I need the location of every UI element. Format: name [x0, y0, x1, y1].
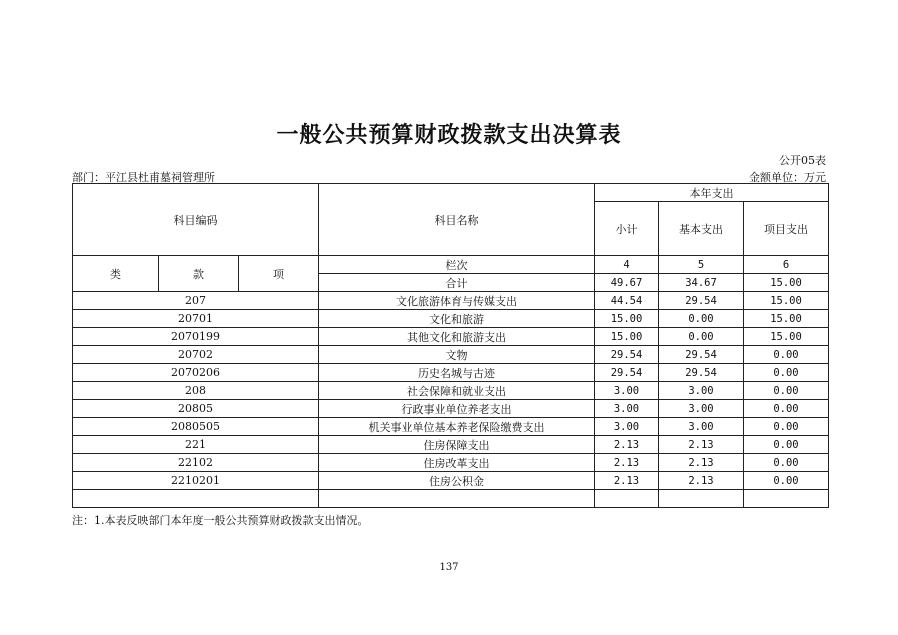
subject-code-cell: 221 — [73, 436, 319, 454]
header-row-1 — [73, 184, 829, 202]
project-cell: 0.00 — [744, 346, 829, 364]
table-row — [73, 436, 829, 454]
subject-code-cell: 2210201 — [73, 472, 319, 490]
header-subtotal: 小计 — [595, 202, 659, 256]
table-row — [73, 472, 829, 490]
subtotal-cell: 2.13 — [595, 472, 659, 490]
subject-name-cell: 历史名城与古迹 — [319, 364, 595, 382]
basic-cell: 3.00 — [659, 418, 744, 436]
total-label: 合计 — [319, 274, 595, 292]
table-row — [73, 382, 829, 400]
project-cell: 15.00 — [744, 292, 829, 310]
subtotal-cell: 15.00 — [595, 310, 659, 328]
table-row — [73, 364, 829, 382]
blank-cell — [744, 490, 829, 508]
budget-table — [72, 183, 829, 508]
header-project: 项目支出 — [744, 202, 829, 256]
subtotal-cell: 2.13 — [595, 454, 659, 472]
subject-code-cell: 207 — [73, 292, 319, 310]
subject-code-cell: 208 — [73, 382, 319, 400]
amount-unit-label: 金额单位：万元 — [749, 171, 826, 184]
basic-cell: 0.00 — [659, 328, 744, 346]
project-cell: 0.00 — [744, 472, 829, 490]
table-row — [73, 328, 829, 346]
subject-code-cell: 20702 — [73, 346, 319, 364]
project-cell: 0.00 — [744, 364, 829, 382]
header-subject-name: 科目名称 — [319, 184, 595, 256]
basic-cell: 2.13 — [659, 436, 744, 454]
subject-name-cell: 文化和旅游 — [319, 310, 595, 328]
basic-cell: 29.54 — [659, 346, 744, 364]
subject-name-cell: 行政事业单位养老支出 — [319, 400, 595, 418]
basic-cell: 3.00 — [659, 400, 744, 418]
header-column-seq: 栏次 — [319, 256, 595, 274]
subject-name-cell: 住房公积金 — [319, 472, 595, 490]
subject-name-cell: 社会保障和就业支出 — [319, 382, 595, 400]
footnote: 注：1.本表反映部门本年度一般公共预算财政拨款支出情况。 — [72, 514, 369, 527]
total-project: 15.00 — [744, 274, 829, 292]
header-basic: 基本支出 — [659, 202, 744, 256]
project-cell: 0.00 — [744, 436, 829, 454]
subject-name-cell: 机关事业单位基本养老保险缴费支出 — [319, 418, 595, 436]
department-label: 部门：平江县杜甫墓祠管理所 — [72, 171, 215, 184]
basic-cell: 3.00 — [659, 382, 744, 400]
subject-code-cell: 20701 — [73, 310, 319, 328]
subject-code-cell: 20805 — [73, 400, 319, 418]
subtotal-cell: 3.00 — [595, 400, 659, 418]
subject-name-cell: 文物 — [319, 346, 595, 364]
table-row — [73, 400, 829, 418]
project-cell: 0.00 — [744, 400, 829, 418]
table-row — [73, 346, 829, 364]
project-cell: 0.00 — [744, 418, 829, 436]
blank-row — [73, 490, 829, 508]
basic-cell: 0.00 — [659, 310, 744, 328]
subject-name-cell: 其他文化和旅游支出 — [319, 328, 595, 346]
header-category: 类 — [73, 256, 159, 292]
header-item: 项 — [239, 256, 319, 292]
subtotal-cell: 29.54 — [595, 364, 659, 382]
project-cell: 0.00 — [744, 382, 829, 400]
subtotal-cell: 44.54 — [595, 292, 659, 310]
subtotal-cell: 3.00 — [595, 418, 659, 436]
table-row — [73, 454, 829, 472]
total-basic: 34.67 — [659, 274, 744, 292]
project-cell: 15.00 — [744, 328, 829, 346]
subject-code-cell: 2070206 — [73, 364, 319, 382]
header-current-year: 本年支出 — [595, 184, 829, 202]
page-title: 一般公共预算财政拨款支出决算表 — [276, 123, 622, 148]
column-seq-row — [73, 256, 829, 274]
subtotal-cell: 2.13 — [595, 436, 659, 454]
page-number: 137 — [439, 562, 459, 573]
total-subtotal: 49.67 — [595, 274, 659, 292]
col-number-5: 5 — [659, 256, 744, 274]
blank-cell — [73, 490, 319, 508]
table-number: 公开05表 — [779, 154, 826, 167]
subject-code-cell: 22102 — [73, 454, 319, 472]
subject-code-cell: 2070199 — [73, 328, 319, 346]
subtotal-cell: 15.00 — [595, 328, 659, 346]
subtotal-cell: 3.00 — [595, 382, 659, 400]
blank-cell — [659, 490, 744, 508]
basic-cell: 2.13 — [659, 472, 744, 490]
subtotal-cell: 29.54 — [595, 346, 659, 364]
project-cell: 15.00 — [744, 310, 829, 328]
project-cell: 0.00 — [744, 454, 829, 472]
blank-cell — [319, 490, 595, 508]
header-section: 款 — [159, 256, 239, 292]
subject-name-cell: 文化旅游体育与传媒支出 — [319, 292, 595, 310]
subject-code-cell: 2080505 — [73, 418, 319, 436]
col-number-4: 4 — [595, 256, 659, 274]
basic-cell: 29.54 — [659, 364, 744, 382]
subject-name-cell: 住房保障支出 — [319, 436, 595, 454]
basic-cell: 29.54 — [659, 292, 744, 310]
table-row — [73, 418, 829, 436]
table-row — [73, 292, 829, 310]
blank-cell — [595, 490, 659, 508]
col-number-6: 6 — [744, 256, 829, 274]
table-row — [73, 310, 829, 328]
header-subject-code: 科目编码 — [73, 184, 319, 256]
subject-name-cell: 住房改革支出 — [319, 454, 595, 472]
basic-cell: 2.13 — [659, 454, 744, 472]
